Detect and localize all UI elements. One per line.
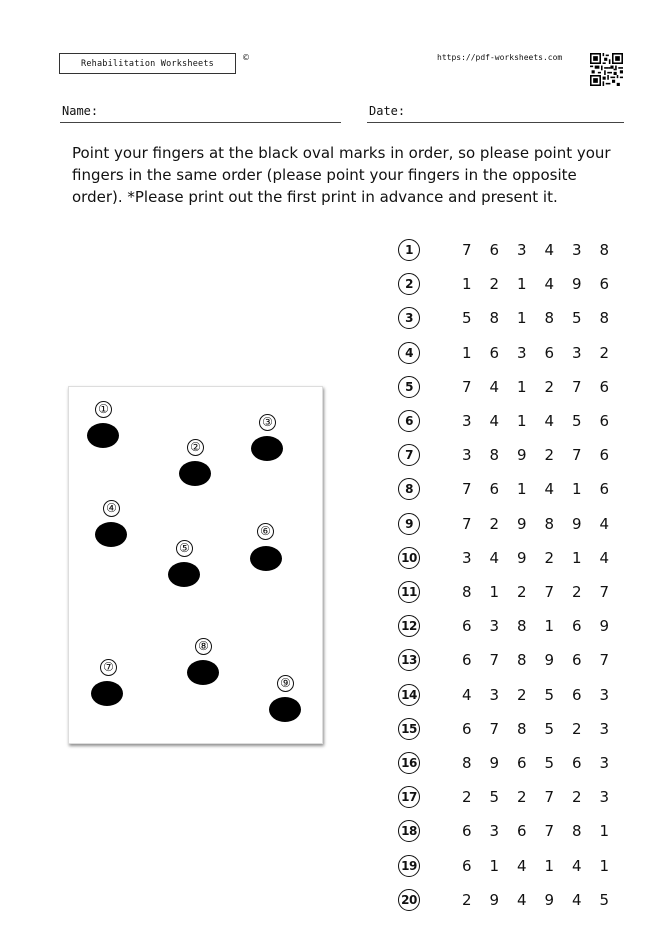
sequence-value: 5	[571, 309, 582, 328]
sequence-values	[453, 272, 618, 296]
mark-8-label: ⑧	[195, 638, 212, 655]
sequence-value: 8	[571, 822, 582, 841]
mark-7-label: ⑦	[100, 659, 117, 676]
sequence-value: 2	[544, 377, 555, 396]
sequence-value: 4	[544, 412, 555, 430]
sequence-value: 6	[461, 719, 472, 738]
sequence-number: 5	[398, 376, 420, 398]
sequence-values	[453, 306, 618, 330]
sequence-row	[398, 409, 610, 433]
sequence-row	[398, 819, 610, 843]
date-field-line[interactable]	[367, 122, 624, 123]
sequence-value: 7	[461, 241, 472, 259]
sequence-value: 8	[544, 514, 555, 533]
sequence-value: 2	[544, 446, 555, 465]
mark-6-label: ⑥	[257, 523, 274, 540]
mark-4-label: ④	[103, 500, 120, 517]
sequence-value: 6	[599, 446, 610, 465]
sequence-value: 7	[544, 788, 555, 807]
sequence-value: 9	[489, 754, 500, 772]
sequence-value: 5	[461, 309, 472, 328]
sequence-value: 6	[461, 651, 472, 670]
sequence-value: 5	[544, 685, 555, 704]
oval-mark-3[interactable]	[251, 436, 283, 461]
sequence-value: 3	[599, 788, 610, 807]
sequence-value: 6	[516, 754, 527, 772]
sequence-row	[398, 648, 610, 672]
sequence-number: 11	[398, 581, 420, 603]
sequence-number: 3	[398, 307, 420, 329]
sequence-values	[453, 888, 618, 912]
sequence-value: 7	[544, 822, 555, 841]
sequence-number: 10	[398, 547, 420, 569]
sequence-row	[398, 751, 610, 775]
sequence-number: 1	[398, 239, 420, 261]
sequence-number: 7	[398, 444, 420, 466]
sequence-value: 6	[599, 412, 610, 430]
sequence-value: 6	[461, 856, 472, 875]
oval-mark-2[interactable]	[179, 461, 211, 486]
sequence-value: 9	[544, 651, 555, 670]
oval-mark-1[interactable]	[87, 423, 119, 448]
sequence-values	[453, 477, 618, 501]
sequence-value: 4	[599, 514, 610, 533]
sequence-value: 3	[599, 754, 610, 772]
sequence-value: 6	[571, 754, 582, 772]
sequence-value: 2	[489, 514, 500, 533]
sequence-value: 4	[544, 241, 555, 259]
sequence-value: 8	[516, 719, 527, 738]
sequence-row	[398, 854, 610, 878]
sequence-value: 1	[571, 548, 582, 567]
sequence-value: 9	[544, 890, 555, 909]
sequence-row	[398, 477, 610, 501]
sequence-value: 3	[489, 617, 500, 636]
sequence-value: 2	[599, 343, 610, 362]
sequence-values	[453, 580, 618, 604]
sequence-value: 7	[599, 651, 610, 670]
oval-mark-9[interactable]	[269, 697, 301, 722]
sequence-value: 7	[461, 514, 472, 533]
sequence-value: 2	[489, 275, 500, 294]
sequence-row	[398, 443, 610, 467]
sequence-number: 8	[398, 478, 420, 500]
sequence-number: 17	[398, 786, 420, 808]
sequence-row	[398, 512, 610, 536]
sequence-value: 5	[544, 719, 555, 738]
sequence-values	[453, 819, 618, 843]
sequence-number: 20	[398, 889, 420, 911]
sequence-value: 3	[461, 412, 472, 430]
sequence-row	[398, 375, 610, 399]
sequence-row	[398, 614, 610, 638]
sequence-values	[453, 512, 618, 536]
worksheet-title-box	[59, 53, 236, 74]
name-field-line[interactable]	[60, 122, 341, 123]
sequence-value: 3	[571, 241, 582, 259]
sequence-value: 2	[571, 788, 582, 807]
oval-mark-6[interactable]	[250, 546, 282, 571]
sequence-value: 1	[516, 309, 527, 328]
sequence-value: 4	[544, 480, 555, 499]
sequence-value: 3	[461, 446, 472, 465]
sequence-value: 4	[516, 890, 527, 909]
sequence-row	[398, 888, 610, 912]
oval-mark-5[interactable]	[168, 562, 200, 587]
sequence-value: 6	[516, 822, 527, 841]
sequence-value: 5	[489, 788, 500, 807]
sequence-value: 3	[599, 719, 610, 738]
sequence-value: 7	[599, 583, 610, 601]
sequence-number: 15	[398, 718, 420, 740]
sequence-value: 2	[516, 685, 527, 704]
sequence-value: 7	[461, 480, 472, 499]
sequence-value: 2	[516, 583, 527, 601]
sequence-number: 18	[398, 820, 420, 842]
sequence-values	[453, 546, 618, 570]
sequence-value: 6	[599, 480, 610, 499]
sequence-row	[398, 306, 610, 330]
sequence-value: 8	[489, 446, 500, 465]
sequence-value: 6	[571, 617, 582, 636]
mark-3-label: ③	[259, 414, 276, 431]
sequence-value: 4	[461, 685, 472, 704]
sequence-values	[453, 751, 618, 775]
sequence-value: 4	[544, 275, 555, 294]
sequence-values	[453, 341, 618, 365]
mark-1-label: ①	[95, 401, 112, 418]
sequence-value: 1	[489, 856, 500, 875]
sequence-value: 4	[489, 412, 500, 430]
sequence-row	[398, 785, 610, 809]
sequence-value: 5	[599, 890, 610, 909]
sequence-value: 1	[571, 480, 582, 499]
site-url: https://pdf-worksheets.com	[437, 53, 563, 62]
sequence-value: 3	[489, 822, 500, 841]
sequence-value: 6	[544, 343, 555, 362]
sequence-value: 4	[571, 856, 582, 875]
sequence-value: 9	[571, 275, 582, 294]
sequence-value: 4	[516, 856, 527, 875]
sequence-value: 4	[489, 548, 500, 567]
sequence-value: 3	[599, 685, 610, 704]
mark-9-label: ⑨	[277, 675, 294, 692]
sequence-value: 6	[489, 480, 500, 499]
sequence-values	[453, 854, 618, 878]
sequence-value: 9	[516, 446, 527, 465]
sequence-value: 1	[516, 377, 527, 396]
sequence-number: 12	[398, 615, 420, 637]
sequence-value: 1	[489, 583, 500, 601]
sequence-value: 9	[599, 617, 610, 636]
sequence-value: 9	[571, 514, 582, 533]
sequence-value: 8	[516, 651, 527, 670]
sequence-values	[453, 238, 618, 262]
oval-mark-7[interactable]	[91, 681, 123, 706]
worksheet-title: Rehabilitation Worksheets	[81, 58, 214, 69]
sequence-value: 6	[599, 275, 610, 294]
sequence-value: 4	[489, 377, 500, 396]
sequence-value: 3	[489, 685, 500, 704]
sequence-value: 6	[461, 617, 472, 636]
sequence-row	[398, 272, 610, 296]
sequence-values	[453, 443, 618, 467]
sequence-value: 7	[489, 651, 500, 670]
sequence-values	[453, 648, 618, 672]
sequence-row	[398, 580, 610, 604]
sequence-value: 9	[516, 548, 527, 567]
sequence-value: 1	[461, 343, 472, 362]
sequence-value: 3	[461, 548, 472, 567]
sequence-value: 4	[571, 890, 582, 909]
sequence-values	[453, 717, 618, 741]
sequence-values	[453, 375, 618, 399]
sequence-value: 3	[516, 241, 527, 259]
sequence-values	[453, 409, 618, 433]
sequence-value: 1	[461, 275, 472, 294]
name-label: Name:	[62, 104, 99, 118]
sequence-values	[453, 785, 618, 809]
sequence-value: 1	[544, 856, 555, 875]
sequence-number: 14	[398, 684, 420, 706]
sequence-value: 6	[489, 241, 500, 259]
sequence-value: 9	[516, 514, 527, 533]
sequence-number: 4	[398, 342, 420, 364]
sequence-value: 6	[489, 343, 500, 362]
sequence-value: 8	[461, 754, 472, 772]
sequence-value: 1	[599, 856, 610, 875]
sequence-value: 1	[599, 822, 610, 841]
oval-mark-4[interactable]	[95, 522, 127, 547]
sequence-value: 2	[571, 719, 582, 738]
sequence-value: 7	[571, 446, 582, 465]
mark-2-label: ②	[187, 439, 204, 456]
sequence-value: 7	[489, 719, 500, 738]
sequence-value: 4	[599, 548, 610, 567]
sequence-value: 1	[544, 617, 555, 636]
sequence-values	[453, 614, 618, 638]
sequence-value: 8	[599, 241, 610, 259]
sequence-number: 6	[398, 410, 420, 432]
sequence-value: 2	[461, 788, 472, 807]
sequence-row	[398, 546, 610, 570]
sequence-value: 8	[489, 309, 500, 328]
sequence-values	[453, 683, 618, 707]
sequence-value: 9	[489, 890, 500, 909]
sequence-value: 8	[461, 583, 472, 601]
sequence-value: 7	[544, 583, 555, 601]
sequence-number: 13	[398, 649, 420, 671]
sequence-value: 6	[461, 822, 472, 841]
sequence-value: 5	[544, 754, 555, 772]
sequence-value: 8	[599, 309, 610, 328]
sequence-value: 3	[516, 343, 527, 362]
sequence-value: 5	[571, 412, 582, 430]
oval-marks-card	[68, 386, 323, 744]
instructions-text: Point your fingers at the black oval marks in order, so please point your fingers in the same order (please point your fingers in the opposite order). *Please print out the first print in advance and present it.	[72, 144, 611, 206]
mark-5-label: ⑤	[176, 540, 193, 557]
sequence-row	[398, 341, 610, 365]
sequence-number: 9	[398, 513, 420, 535]
sequence-value: 1	[516, 275, 527, 294]
sequence-value: 6	[571, 685, 582, 704]
sequence-number: 16	[398, 752, 420, 774]
copyright-mark: ©	[242, 53, 250, 62]
sequence-value: 6	[571, 651, 582, 670]
sequence-row	[398, 683, 610, 707]
sequence-value: 6	[599, 377, 610, 396]
sequence-value: 7	[461, 377, 472, 396]
date-label: Date:	[369, 104, 406, 118]
sequence-row	[398, 717, 610, 741]
sequence-value: 2	[544, 548, 555, 567]
sequence-value: 2	[461, 890, 472, 909]
sequence-value: 8	[516, 617, 527, 636]
sequence-value: 1	[516, 480, 527, 499]
sequence-number: 2	[398, 273, 420, 295]
sequence-row	[398, 238, 610, 262]
sequence-value: 3	[571, 343, 582, 362]
qr-code-icon	[590, 53, 623, 86]
oval-mark-8[interactable]	[187, 660, 219, 685]
sequence-value: 2	[571, 583, 582, 601]
sequence-number: 19	[398, 855, 420, 877]
sequence-value: 2	[516, 788, 527, 807]
sequence-value: 1	[516, 412, 527, 430]
sequence-value: 8	[544, 309, 555, 328]
sequence-value: 7	[571, 377, 582, 396]
